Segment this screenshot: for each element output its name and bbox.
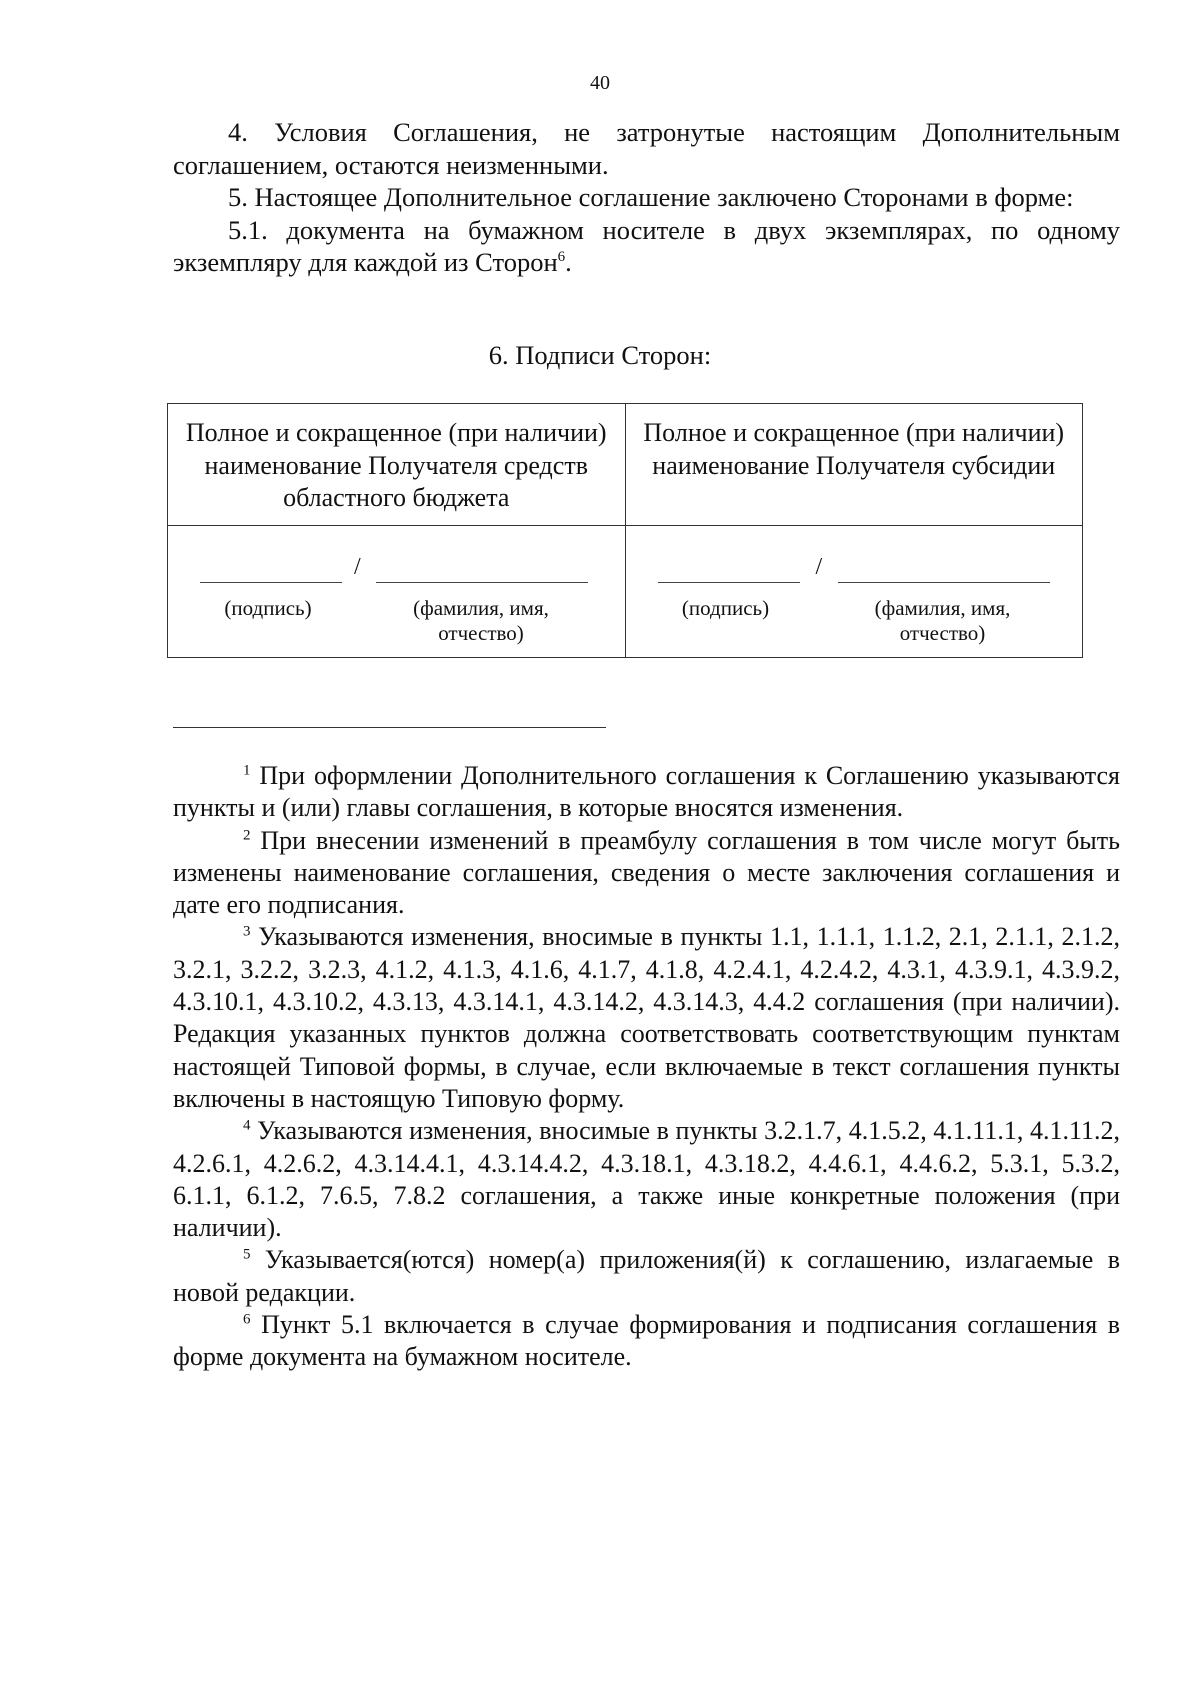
name-caption: (фамилия, имя, отчество) (874, 595, 1011, 645)
footnote-mark: 6 (243, 1311, 251, 1328)
footnote-text: Указывается(ются) номер(а) приложения(й) к соглашению, излагаемые в новой редакции. (173, 1245, 1120, 1307)
footnote-2 (173, 825, 1120, 922)
left-signature-block (168, 540, 625, 650)
right-party-header: Полное и сокращенное (при наличии) наименование Получателя субсидии (625, 404, 1083, 526)
footnote-mark: 3 (243, 923, 251, 940)
paragraph-5-1-text: 5.1. документа на бумажном носителе в двух экземплярах, по одному экземпляру для каждой из Сторон (173, 214, 1120, 277)
paragraph-5: 5. Настоящее Дополнительное соглашение заключено Сторонами в форме: (228, 182, 1074, 212)
signature-table (167, 403, 1083, 658)
separator-slash: / (815, 553, 823, 580)
footnote-mark: 1 (243, 762, 251, 779)
footnote-text: Указываются изменения, вносимые в пункты 3.2.1.7, 4.1.5.2, 4.1.11.1, 4.1.11.2, 4.2.6.1, 4.2.6.2, 4.3.14.4.1, 4.3.14.4.2, 4.3.18.1, 4.3.18.2, 4.4.6.1, 4.4.6.2, 5.3.1, 5.3.2, 6.1.1, 6.1.2, 7.6.5, 7.8.2 соглашения, а также иные конкретные положения (при наличии). (173, 1116, 1120, 1243)
signature-table-header-row (168, 404, 1083, 526)
signature-line (658, 582, 800, 583)
footnote-text: Пункт 5.1 включается в случае формирования и подписания соглашения в форме документа на бумажном носителе. (173, 1310, 1120, 1372)
footnotes (173, 760, 1120, 1374)
footnote-separator (173, 727, 606, 728)
left-signature-cell (168, 525, 626, 657)
separator-slash: / (354, 553, 361, 580)
paragraph-5-1-tail: . (565, 247, 572, 277)
name-caption: (фамилия, имя, отчество) (413, 595, 549, 645)
signature-table-sign-row (168, 525, 1083, 657)
paragraph-5-1 (173, 214, 1120, 279)
signature-line (200, 582, 342, 583)
right-signature-cell (625, 525, 1083, 657)
footnote-reference: 6 (557, 249, 566, 266)
body-text (173, 116, 1120, 279)
paragraph-4: 4. Условия Соглашения, не затронутые настоящим Дополнительным соглашением, остаются неизменными. (173, 117, 1120, 180)
footnote-text: Указываются изменения, вносимые в пункты 1.1, 1.1.1, 1.1.2, 2.1, 2.1.1, 2.1.2, 3.2.1, 3.2.2, 3.2.3, 4.1.2, 4.1.3, 4.1.6, 4.1.7, 4.1.8, 4.2.4.1, 4.2.4.2, 4.3.1, 4.3.9.1, 4.3.9.2, 4.3.10.1, 4.3.10.2, 4.3.13, 4.3.14.1, 4.3.14.2, 4.3.14.3, 4.4.2 соглашения (при наличии). Редакция указанных пунктов должна соответствовать соответствующим пунктам настоящей Типовой формы, в случае, если включаемые в текст соглашения пункты включены в настоящую Типовую форму. (173, 922, 1120, 1113)
section-title: 6. Подписи Сторон: (488, 340, 712, 370)
signature-caption: (подпись) (681, 595, 770, 620)
left-party-header: Полное и сокращенное (при наличии) наименование Получателя средств областного бюджета (168, 404, 626, 526)
name-line (376, 582, 588, 583)
footnote-5 (173, 1244, 1120, 1309)
footnote-mark: 4 (243, 1117, 251, 1134)
footnote-mark: 5 (243, 1246, 251, 1263)
footnote-text: При внесении изменений в преамбулу соглашения в том числе могут быть изменены наименование соглашения, сведения о месте заключения соглашения и дате его подписания. (173, 825, 1120, 920)
footnote-4 (173, 1115, 1120, 1244)
right-signature-block (626, 540, 1083, 650)
signature-caption: (подпись) (224, 595, 312, 620)
footnote-mark: 2 (243, 826, 251, 843)
page-number: 40 (590, 72, 610, 94)
footnote-6 (173, 1309, 1120, 1374)
name-line (838, 582, 1050, 583)
footnote-3 (173, 921, 1120, 1115)
footnote-1 (173, 760, 1120, 825)
footnote-text: При оформлении Дополнительного соглашения к Соглашению указываются пункты и (или) главы соглашения, в которые вносятся изменения. (173, 761, 1120, 823)
